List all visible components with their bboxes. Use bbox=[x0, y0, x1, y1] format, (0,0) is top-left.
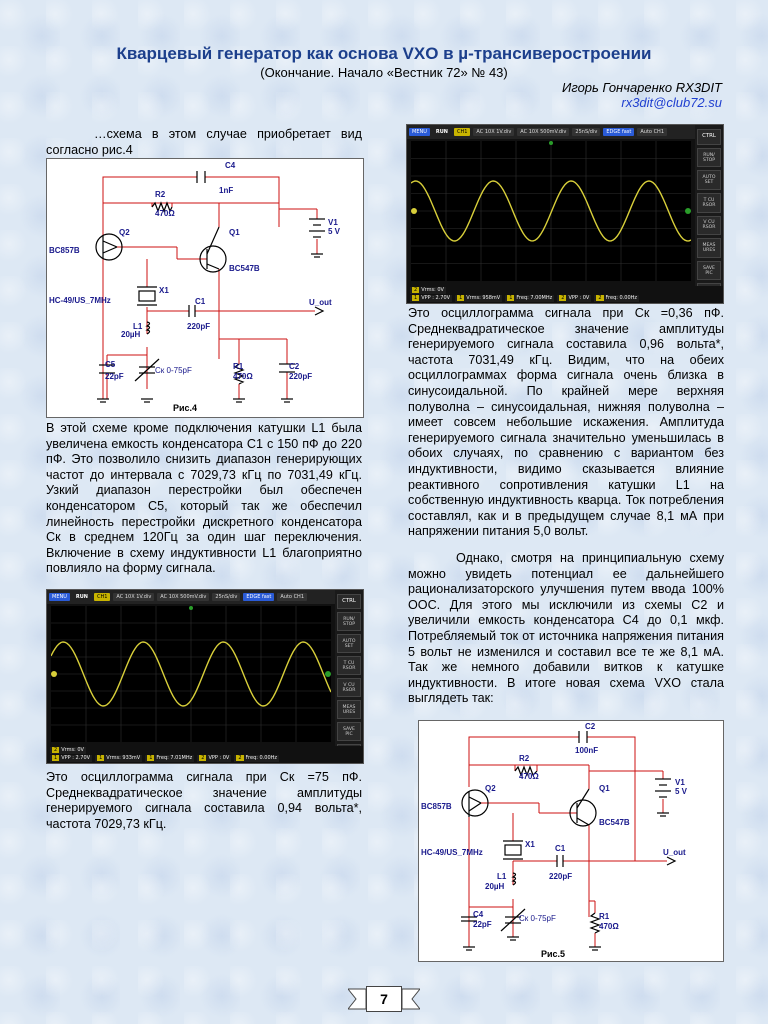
oscilloscope-screenshot-1 bbox=[46, 589, 364, 764]
scope1-menu-button: MENU bbox=[49, 593, 70, 601]
fig5-q2-label: Q2 bbox=[485, 784, 496, 793]
scope2-save-pic-button: SAVE PIC bbox=[697, 261, 721, 281]
fig5-v1-value: 5 V bbox=[675, 787, 688, 796]
scope2-t-cursor-button: T CU RSOR bbox=[697, 193, 721, 213]
author-name: Игорь Гончаренко RX3DIT bbox=[562, 80, 722, 95]
fig4-output-label: U_out bbox=[309, 298, 332, 307]
scope1-save-pic-button: SAVE PIC bbox=[337, 722, 361, 741]
fig5-q1-label: Q1 bbox=[599, 784, 610, 793]
fig5-l1-label: L1 bbox=[497, 872, 507, 881]
scope1-measurements-bar bbox=[47, 746, 363, 763]
scope2-meas-ch2-freq: 2 Freq: 0.00Hz bbox=[594, 295, 639, 302]
scope1-ch1-coupling: AC 10X 1V.div bbox=[113, 593, 154, 601]
fig4-q2-type: BC857B bbox=[49, 246, 80, 255]
scope1-meas-ch1-freq: 1 Freq: 7.01MHz bbox=[145, 755, 194, 762]
fig4-q1-label: Q1 bbox=[229, 228, 240, 237]
scope1-side-panel bbox=[335, 590, 363, 763]
scope1-auto-set-button: AUTO SET bbox=[337, 634, 361, 653]
scope1-ch2-coupling: AC 10X 500mV.div bbox=[157, 593, 209, 601]
paragraph-feedback-improvement: Однако, смотря на принципиальную схему можно увидеть потенциал ее дальнейшего рационализаторского улучшения путем ввода 100% ООС. Для этого мы исключили из схемы С2 и увеличили емкость конденсатора С4 до 0,1 мкф. Потребляемый ток от источника напряжения питания 5 вольт не изменился и составил все те же 8,1 мА. Так же немного добавили витков к катушке индуктивности. В итоге новая схема VXO стала выглядеть так: bbox=[408, 551, 724, 706]
scope2-ch1-badge: CH1 bbox=[454, 128, 470, 136]
scope1-v-cursor-button: V CU RSOR bbox=[337, 678, 361, 697]
scope2-measurements-bar bbox=[407, 286, 723, 303]
fig4-ck-label: Ск 0-75pF bbox=[155, 366, 192, 375]
fig5-caption: Рис.5 bbox=[541, 949, 566, 959]
scope1-run-stop-button: RUN/ STOP bbox=[337, 612, 361, 631]
paragraph-intro: …схема в этом случае приобретает вид согласно рис.4 bbox=[46, 127, 362, 157]
scope2-meas-ch1-freq: 1 Freq: 7.00MHz bbox=[505, 295, 554, 302]
scope2-run-status: RUN bbox=[435, 129, 448, 135]
fig5-ck-label: Ск 0-75pF bbox=[519, 914, 556, 923]
fig4-r1-label: R1 bbox=[233, 362, 244, 371]
fig4-q1-type: BC547B bbox=[229, 264, 260, 273]
scope1-t-cursor-button: T CU RSOR bbox=[337, 656, 361, 675]
scope2-v-cursor-button: V CU RSOR bbox=[697, 216, 721, 236]
article-subtitle: (Окончание. Начало «Вестник 72» № 43) bbox=[260, 65, 508, 80]
page-number-badge bbox=[348, 983, 420, 1015]
paragraph-fig4-description: В этой схеме кроме подключения катушки L1 была увеличена емкость конденсатора С1 с 150 пФ до 220 пФ. Это позволило снизить диапазон генерирующих частот до интервала с 7029,73 кГц по 7031,49 кГц. Узкий диапазон перестройки был обеспечен конденсатором С5, который так же обеспечил линейность перестройки дискретного конденсатора Ск в среднем 120Гц за один шаг переключения. Включение в схему индуктивности L1 благоприятно повлияло на форму сигнала. bbox=[46, 421, 362, 576]
fig4-c2-value: 220pF bbox=[289, 372, 313, 381]
fig4-x1-type: HC-49/US_7MHz bbox=[49, 296, 111, 305]
fig5-r2-value: 470Ω bbox=[519, 772, 539, 781]
fig4-caption: Рис.4 bbox=[173, 403, 198, 413]
fig4-c2-label: C2 bbox=[289, 362, 300, 371]
fig4-c5-value: 22pF bbox=[105, 372, 124, 381]
scope2-trigger-auto: Auto CH1 bbox=[637, 128, 667, 136]
fig4-q2-label: Q2 bbox=[119, 228, 130, 237]
scope1-toolbar bbox=[47, 590, 363, 604]
fig4-v1-value: 5 V bbox=[328, 227, 341, 236]
fig4-c4-label: C4 bbox=[225, 161, 236, 170]
fig5-q2-type: BC857B bbox=[421, 802, 452, 811]
author-email-link[interactable]: rx3dit@club72.su bbox=[621, 95, 722, 110]
paragraph-scope1-caption: Это осциллограмма сигнала при Ск =75 пФ. Среднеквадратическое значение амплитуды генерируемого сигнала составила 0,94 вольта*, частота 7029,73 кГц. bbox=[46, 770, 362, 831]
fig5-r1-label: R1 bbox=[599, 912, 610, 921]
scope2-run-stop-button: RUN/ STOP bbox=[697, 148, 721, 168]
fig4-r2-value: 470Ω bbox=[155, 209, 175, 218]
fig5-c2-value: 100nF bbox=[575, 746, 599, 755]
schematic-fig5-drawing bbox=[419, 721, 725, 963]
scope2-menu-button: MENU bbox=[409, 128, 430, 136]
fig5-c4-label: C4 bbox=[473, 910, 484, 919]
fig5-q1-type: BC547B bbox=[599, 818, 630, 827]
scope1-meas-ch2-vpp: 2 VPP : 0V bbox=[197, 755, 231, 762]
fig4-c1-label: C1 bbox=[195, 297, 206, 306]
fig5-l1-value: 20µH bbox=[485, 882, 505, 891]
scope1-ch1-badge: CH1 bbox=[94, 593, 110, 601]
fig5-r1-value: 470Ω bbox=[599, 922, 619, 931]
scope2-ch1-coupling: AC 10X 1V.div bbox=[473, 128, 514, 136]
fig5-c1-value: 220pF bbox=[549, 872, 573, 881]
page-number: 7 bbox=[366, 986, 402, 1012]
fig5-x1-label: X1 bbox=[525, 840, 535, 849]
scope2-ch2-coupling: AC 10X 500mV.div bbox=[517, 128, 569, 136]
scope1-meas-ch1-vrms: 1 Vrms: 933mV bbox=[95, 755, 142, 762]
article-title: Кварцевый генератор как основа VXO в µ-трансиверостроении bbox=[116, 44, 652, 63]
scope2-toolbar bbox=[407, 125, 723, 139]
scope1-waveform-screen bbox=[51, 606, 331, 742]
fig4-l1-value: 20µH bbox=[121, 330, 141, 339]
fig4-x1-label: X1 bbox=[159, 286, 169, 295]
fig4-v1-label: V1 bbox=[328, 218, 338, 227]
fig5-c4-value: 22pF bbox=[473, 920, 492, 929]
scope1-trigger-auto: Auto CH1 bbox=[277, 593, 307, 601]
scope2-meas-ch2-vpp: 2 VPP : 0V bbox=[557, 295, 591, 302]
scope2-ctrl-button: CTRL bbox=[697, 129, 721, 145]
fig5-c2-label: C2 bbox=[585, 722, 596, 731]
scope2-auto-set-button: AUTO SET bbox=[697, 170, 721, 190]
fig4-l1-label: L1 bbox=[133, 322, 143, 331]
scope1-meas-ch2-freq: 2 Freq: 0.00Hz bbox=[234, 755, 279, 762]
scope1-ctrl-button: CTRL bbox=[337, 594, 361, 609]
fig4-c5-label: C5 bbox=[105, 360, 116, 369]
schematic-fig4-drawing bbox=[47, 159, 365, 419]
schematic-fig5 bbox=[418, 720, 724, 962]
fig4-r2-label: R2 bbox=[155, 190, 166, 199]
scope2-meas-ch1-vrms: 1 Vrms: 958mV bbox=[455, 295, 502, 302]
scope1-trigger-mode: EDGE fast bbox=[243, 593, 274, 601]
fig5-r2-label: R2 bbox=[519, 754, 530, 763]
fig4-c1-value: 220pF bbox=[187, 322, 211, 331]
scope2-side-panel bbox=[695, 125, 723, 303]
scope1-meas-ch1-vpp: 1 VPP : 2.70V bbox=[50, 755, 92, 762]
scope1-meas-ch2-vrms: 2 Vrms: 0V bbox=[50, 747, 86, 754]
scope1-run-status: RUN bbox=[75, 594, 88, 600]
fig5-x1-type: HC-49/US_7MHz bbox=[421, 848, 483, 857]
fig5-v1-label: V1 bbox=[675, 778, 685, 787]
scope2-trigger-mode: EDGE fast bbox=[603, 128, 634, 136]
scope2-meas-ch1-vpp: 1 VPP : 2.70V bbox=[410, 295, 452, 302]
fig5-output-label: U_out bbox=[663, 848, 686, 857]
scope2-timebase: 25nS/div bbox=[572, 128, 600, 136]
scope2-waveform-screen bbox=[411, 141, 691, 281]
scope2-meas-ch2-vrms: 2 Vrms: 0V bbox=[410, 287, 446, 294]
scope2-measures-button: MEAS URES bbox=[697, 238, 721, 258]
fig4-c4-value: 1nF bbox=[219, 186, 234, 195]
oscilloscope-screenshot-2 bbox=[406, 124, 724, 304]
schematic-fig4 bbox=[46, 158, 364, 418]
scope1-measures-button: MEAS URES bbox=[337, 700, 361, 719]
fig5-c1-label: C1 bbox=[555, 844, 566, 853]
fig4-r1-value: 470Ω bbox=[233, 372, 253, 381]
paragraph-scope2-analysis: Это осциллограмма сигнала при Ск =0,36 пФ. Среднеквадратическое значение амплитуды генерируемого сигнала составила 0,96 вольта*, частота 7031,49 кГц. Видим, что на обеих осциллограммах форма сигнала очень близка в синусоидальной. По крайней мере верхняя полуволна – синусоидальная, нижняя полуволна – имеет совсем небольшие искажения. Амплитуда генерируемого сигнала значительно уменьшилась в обоих случаях, по сравнению с вариантом без индуктивности, видимо сказывается влияние реактивного сопротивления катушки L1 на собственную индуктивность кварца. Ток потребления составлял, как и в предыдущем случае 8,1 мА при напряжении питания 5,0 вольт. bbox=[408, 306, 724, 539]
scope1-timebase: 25nS/div bbox=[212, 593, 240, 601]
